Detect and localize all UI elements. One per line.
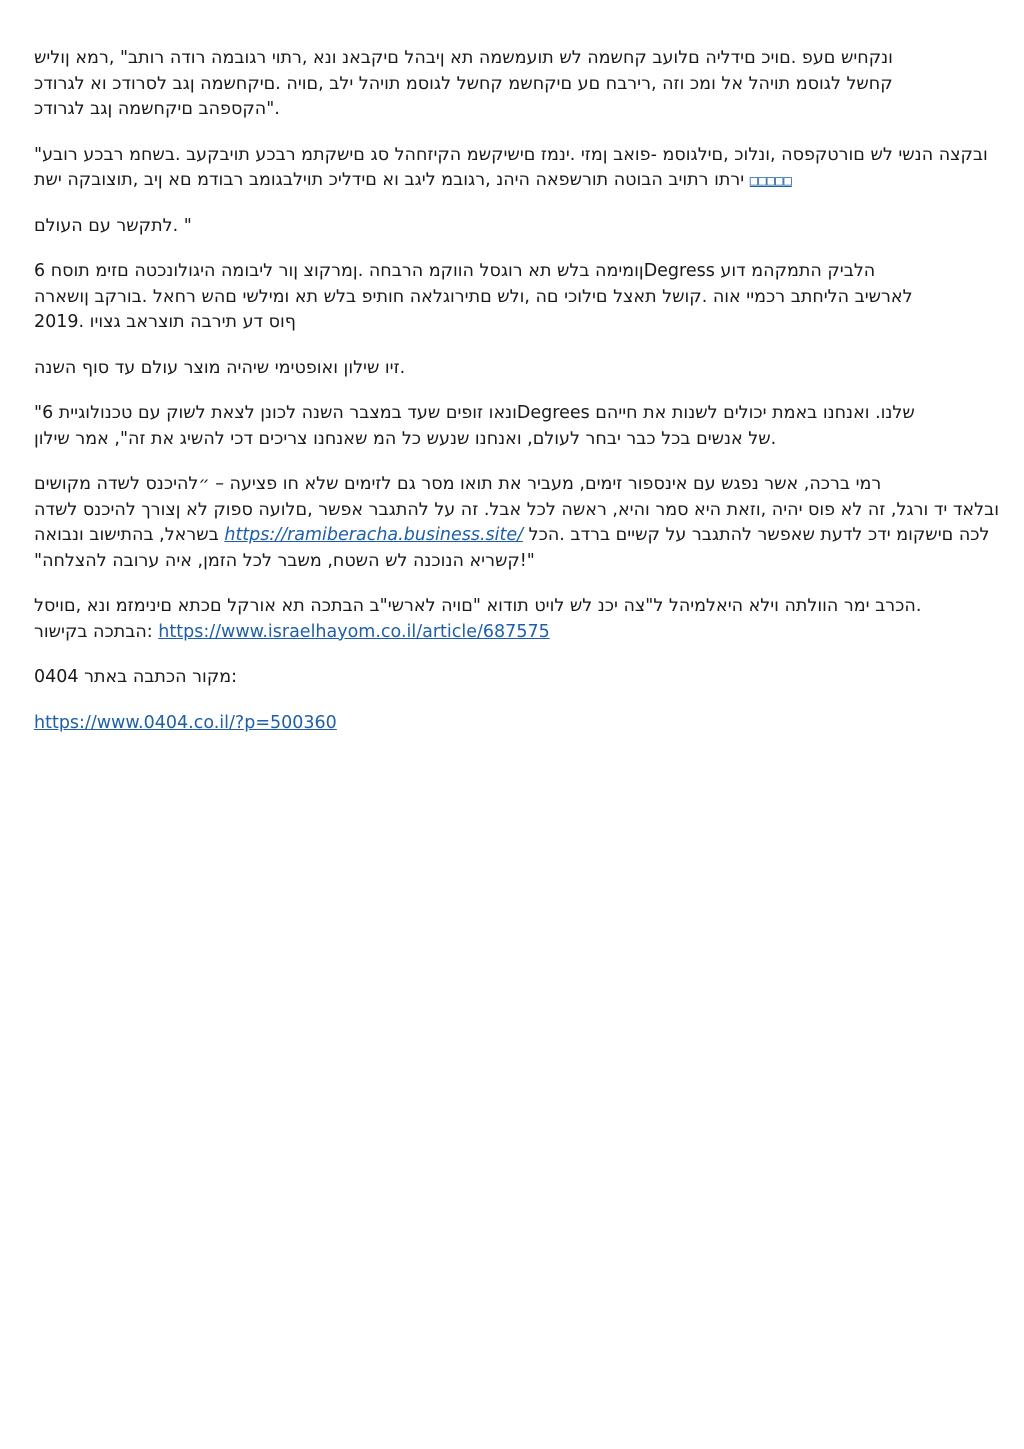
0404-article-link[interactable]: https://www.0404.co.il/?p=500360	[34, 712, 337, 733]
text-line: הקספהב םיקחשמה ןגב לגרודכ".	[34, 99, 280, 119]
paragraph-9	[34, 665, 990, 691]
text-line: לארשיב הליחתב רכמיי אוה .קושל תאצל םילוכי םה ,ולש םתירוגלאה חותיפ בלש תא ומילשי םהש רחאל .בורקב ןושארה	[34, 286, 913, 307]
text-line	[34, 711, 990, 737]
paragraph-8	[34, 594, 990, 645]
text-segment: בשראל, בהתישוב ונבואה	[34, 525, 219, 545]
paragraph-3	[34, 214, 990, 240]
paragraph-6	[34, 401, 990, 452]
article-body	[34, 46, 999, 756]
text-line	[34, 620, 990, 646]
text-line: ובלאד יד ורגל, זה לא פוס יהיה ,וזאת היא סמר והיא, ראשה לכל אבל. זה על להתגבר אפשר ,םלועה ספוק לא ןצורך להיכנס לשדה	[34, 499, 999, 520]
paragraph-1	[34, 46, 990, 123]
text-line: "ונאו זופים שעד במצבר השנה לכונן לצאת לשוק עם טכנולוגיית 6Degrees שלנו. ואנחנו באמת יכולים לשנות את חייהם	[34, 403, 915, 423]
text-line: ונקחיש םעפ .םויכ םידליה םלועב קחשמה לש תועמשמה תא ןיבהל םיקבאנ ונא ,רתוי רגובמה רודה רותב" ,רמא ןוליש	[34, 48, 893, 68]
text-line: קחשל לגוסמ תויהל אל ומכ וזה ,רירבח םע םיקחשמ קחשל לגוסמ תויהל ילב ,םויה .םיקחשמה ןגב לסרודכ וא לגרודכ	[34, 73, 893, 94]
text-line: לתקשר עם העולם. "	[34, 215, 192, 236]
text-line	[34, 523, 990, 549]
text-segment: לכה	[958, 525, 990, 545]
text-line: רמי ברכה, אשר נפגש עם אינספור זימים, מעביר את תואו מסר גם לזימים שלא חו פציעה – ״להיכנס לשדה מקושים	[34, 474, 882, 494]
text-line: מקור הכתבה באתר 0404:	[34, 667, 238, 687]
text-line: "קשריא הנוכנה לש השטח, משבר לכל הזמן, איה ערובה להצלחה!"	[34, 550, 535, 571]
text-line: זיו שילון ואופטימי שיהיה מוצר עולם עד סוף השנה.	[34, 357, 406, 378]
text-segment: ירתו רתויב הבוטה תורשפאה היהנ ,רגובמ ליגב וא םידליכ תוילבגומב רבודמ םא ןיב ,תוצובקה ישת	[34, 170, 745, 190]
text-line: הכרב ימר הוולתה וילא היאלמיהל ל"צה יכנ לש לויט תודוא "םויה לארשי"ב הבתכה תא אורקל םכתא םינימזמ ונא ,םויסל.	[34, 596, 922, 616]
text-segment: םישקומ ידכ לדעת שאפשר להתגבר על קשיים ברדב .הכל	[528, 525, 954, 545]
israelhayom-link[interactable]: https://www.israelhayom.co.il/article/687575	[158, 621, 550, 642]
text-line: ןומימה בלש תא רוגסל הווקמ הרבחה .ןמרקוצ ןור ליבומה היגולונכטה םזימ תוסח 6Degress הלביק התמקהמ דוע	[34, 261, 876, 281]
paragraph-4	[34, 259, 990, 336]
text-line: 2019. ףוס דע תירבה תוצראב גצויו	[34, 312, 296, 332]
source-label: הבתכה בקישור:	[34, 621, 153, 642]
paragraph-10	[34, 711, 990, 737]
missing-glyph-link[interactable]: □□□□□	[749, 173, 792, 189]
text-line: של אנשים בכל כבר יבחר לעולם, ואנחנו שנעש כל המ שאנחנו צריכים דכי להשיג את זה", אמר שילון.	[34, 428, 777, 449]
text-line	[34, 168, 990, 194]
paragraph-2	[34, 143, 990, 194]
paragraph-5	[34, 356, 990, 382]
text-line: "ובקצה הנשי לש םורטקפסה ,ונלוכ ,םילגוסמ -פואב ןמזי .ינמז םישיקשמ הקיזחהל סג םישקתמ רבכע תויבקעב .בשחמ רבכע רובע	[34, 144, 988, 165]
paragraph-7	[34, 472, 999, 574]
business-site-link[interactable]: https://ramiberacha.business.site/	[224, 525, 524, 545]
